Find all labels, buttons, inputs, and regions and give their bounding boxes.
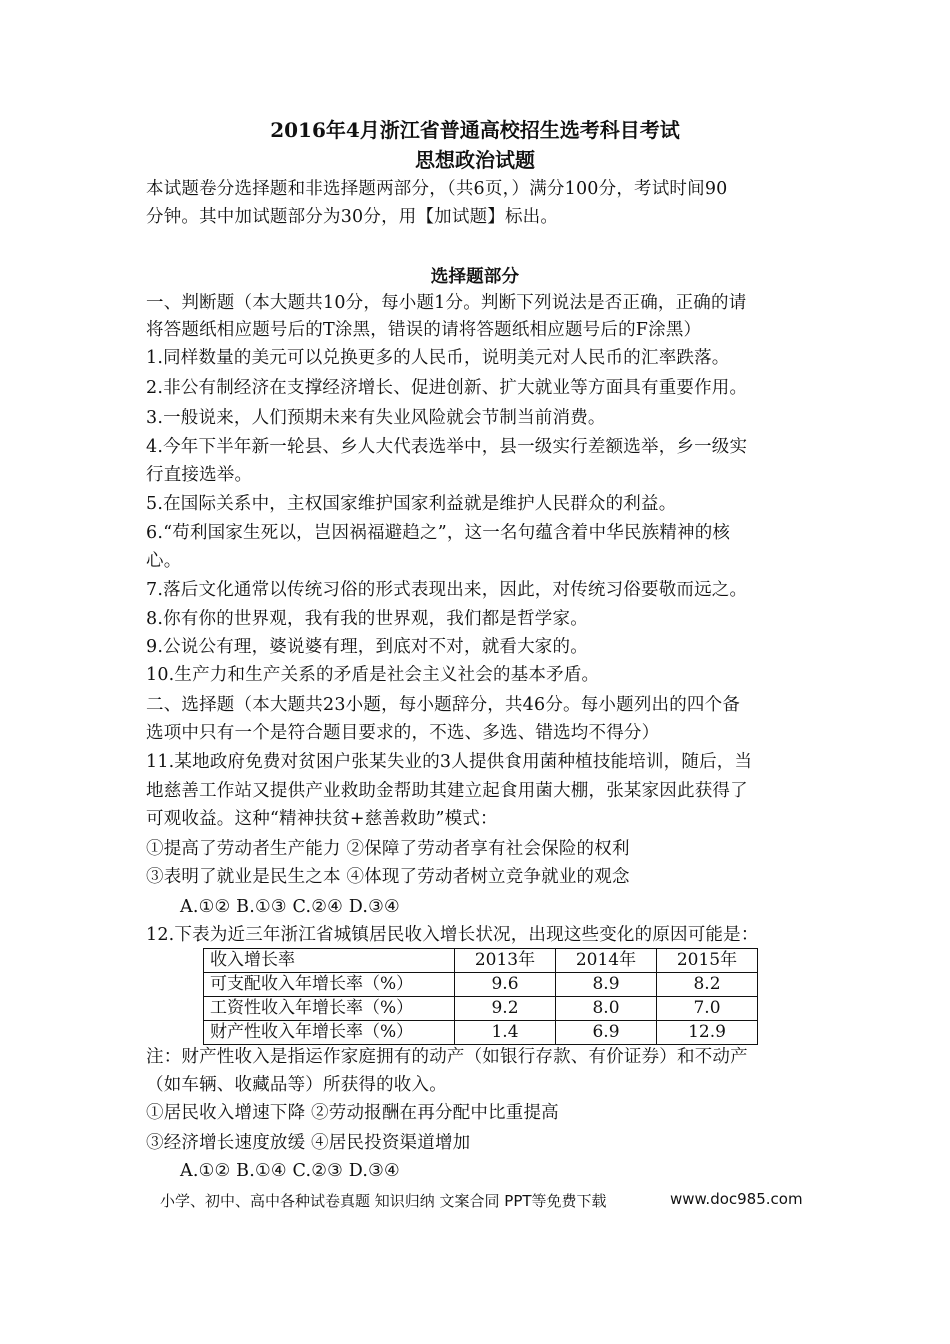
q11-answers: A.①② B.①③ C.②④ D.③④ [180, 897, 400, 917]
q12-option: ③经济增长速度放缓 ④居民投资渠道增加 [146, 1133, 471, 1153]
judge-item: 3.一般说来，人们预期未来有失业风险就会节制当前消费。 [146, 408, 606, 428]
q11-stem: 可观收益。这种“精神扶贫+慈善救助”模式： [146, 809, 498, 829]
judge-item: 7.落后文化通常以传统习俗的形式表现出来，因此，对传统习俗要敬而远之。 [146, 580, 748, 600]
q11-option: ①提高了劳动者生产能力 ②保障了劳动者享有社会保险的权利 [146, 839, 630, 859]
table-cell: 9.6 [455, 973, 556, 997]
exam-subtitle: 思想政治试题 [415, 148, 535, 172]
part2-heading: 二、选择题（本大题共23小题，每小题辞分，共46分。每小题列出的四个备 [146, 695, 741, 715]
judge-item: 9.公说公有理，婆说婆有理，到底对不对，就看大家的。 [146, 637, 588, 657]
table-header-row [204, 949, 758, 973]
q12-note: （如车辆、收藏品等）所获得的收入。 [146, 1075, 447, 1095]
q11-option: ③表明了就业是民生之本 ④体现了劳动者树立竞争就业的观念 [146, 867, 630, 887]
judge-item: 2.非公有制经济在支撑经济增长、促进创新、扩大就业等方面具有重要作用。 [146, 378, 748, 398]
q12-note: 注：财产性收入是指运作家庭拥有的动产（如银行存款、有价证券）和不动产 [146, 1047, 748, 1067]
judge-item: 行直接选举。 [146, 465, 253, 485]
q11-stem: 11.某地政府免费对贫困户张某失业的3人提供食用菌种植技能培训，随后，当 [146, 752, 753, 772]
income-table [203, 948, 758, 1045]
footer-text: 小学、初中、高中各种试卷真题 知识归纳 文案合同 PPT等免费下载 [160, 1192, 607, 1210]
q11-stem: 地慈善工作站又提供产业救助金帮助其建立起食用菌大棚，张某家因此获得了 [146, 781, 748, 801]
table-header-cell: 收入增长率 [204, 949, 455, 973]
table-cell: 12.9 [657, 1021, 758, 1045]
table-cell: 1.4 [455, 1021, 556, 1045]
table-cell: 财产性收入年增长率（%） [204, 1021, 455, 1045]
table-cell: 8.9 [556, 973, 657, 997]
page-footer [160, 1190, 803, 1211]
section-title: 选择题部分 [430, 267, 520, 287]
judge-item: 6.“苟利国家生死以，岂因祸福避趋之”，这一名句蕴含着中华民族精神的核 [146, 523, 731, 543]
table-row [204, 973, 758, 997]
q12-answers: A.①② B.①④ C.②③ D.③④ [180, 1161, 400, 1181]
table-cell: 工资性收入年增长率（%） [204, 997, 455, 1021]
table-cell: 可支配收入年增长率（%） [204, 973, 455, 997]
judge-item: 8.你有你的世界观，我有我的世界观，我们都是哲学家。 [146, 609, 588, 629]
table-row [204, 1021, 758, 1045]
q12-stem: 12.下表为近三年浙江省城镇居民收入增长状况，出现这些变化的原因可能是： [146, 925, 759, 945]
table-row [204, 997, 758, 1021]
exam-title: 2016年4月浙江省普通高校招生选考科目考试 [270, 118, 680, 142]
part1-heading: 将答题纸相应题号后的T涂黑，错误的请将答题纸相应题号后的F涂黑） [146, 320, 702, 340]
table-header-cell: 2014年 [556, 949, 657, 973]
table-cell: 8.2 [657, 973, 758, 997]
table-cell: 9.2 [455, 997, 556, 1021]
table-cell: 6.9 [556, 1021, 657, 1045]
q12-option: ①居民收入增速下降 ②劳动报酬在再分配中比重提高 [146, 1103, 559, 1123]
judge-item: 1.同样数量的美元可以兑换更多的人民币，说明美元对人民币的汇率跌落。 [146, 348, 730, 368]
table-cell: 8.0 [556, 997, 657, 1021]
footer-url-link[interactable]: www.doc985.com [670, 1190, 803, 1208]
judge-item: 5.在国际关系中，主权国家维护国家利益就是维护人民群众的利益。 [146, 494, 677, 514]
judge-item: 4.今年下半年新一轮县、乡人大代表选举中，县一级实行差额选举，乡一级实 [146, 437, 748, 457]
table-header-cell: 2013年 [455, 949, 556, 973]
part1-heading: 一、判断题（本大题共10分，每小题1分。判断下列说法是否正确，正确的请 [146, 293, 747, 313]
judge-item: 心。 [146, 551, 182, 571]
table-header-cell: 2015年 [657, 949, 758, 973]
judge-item: 10.生产力和生产关系的矛盾是社会主义社会的基本矛盾。 [146, 665, 600, 685]
intro-line: 分钟。其中加试题部分为30分，用【加试题】标出。 [146, 207, 559, 227]
part2-heading: 选项中只有一个是符合题目要求的，不选、多选、错选均不得分） [146, 723, 660, 743]
table-cell: 7.0 [657, 997, 758, 1021]
intro-line: 本试题卷分选择题和非选择题两部分，（共6页，）满分100分，考试时间90 [146, 179, 728, 199]
